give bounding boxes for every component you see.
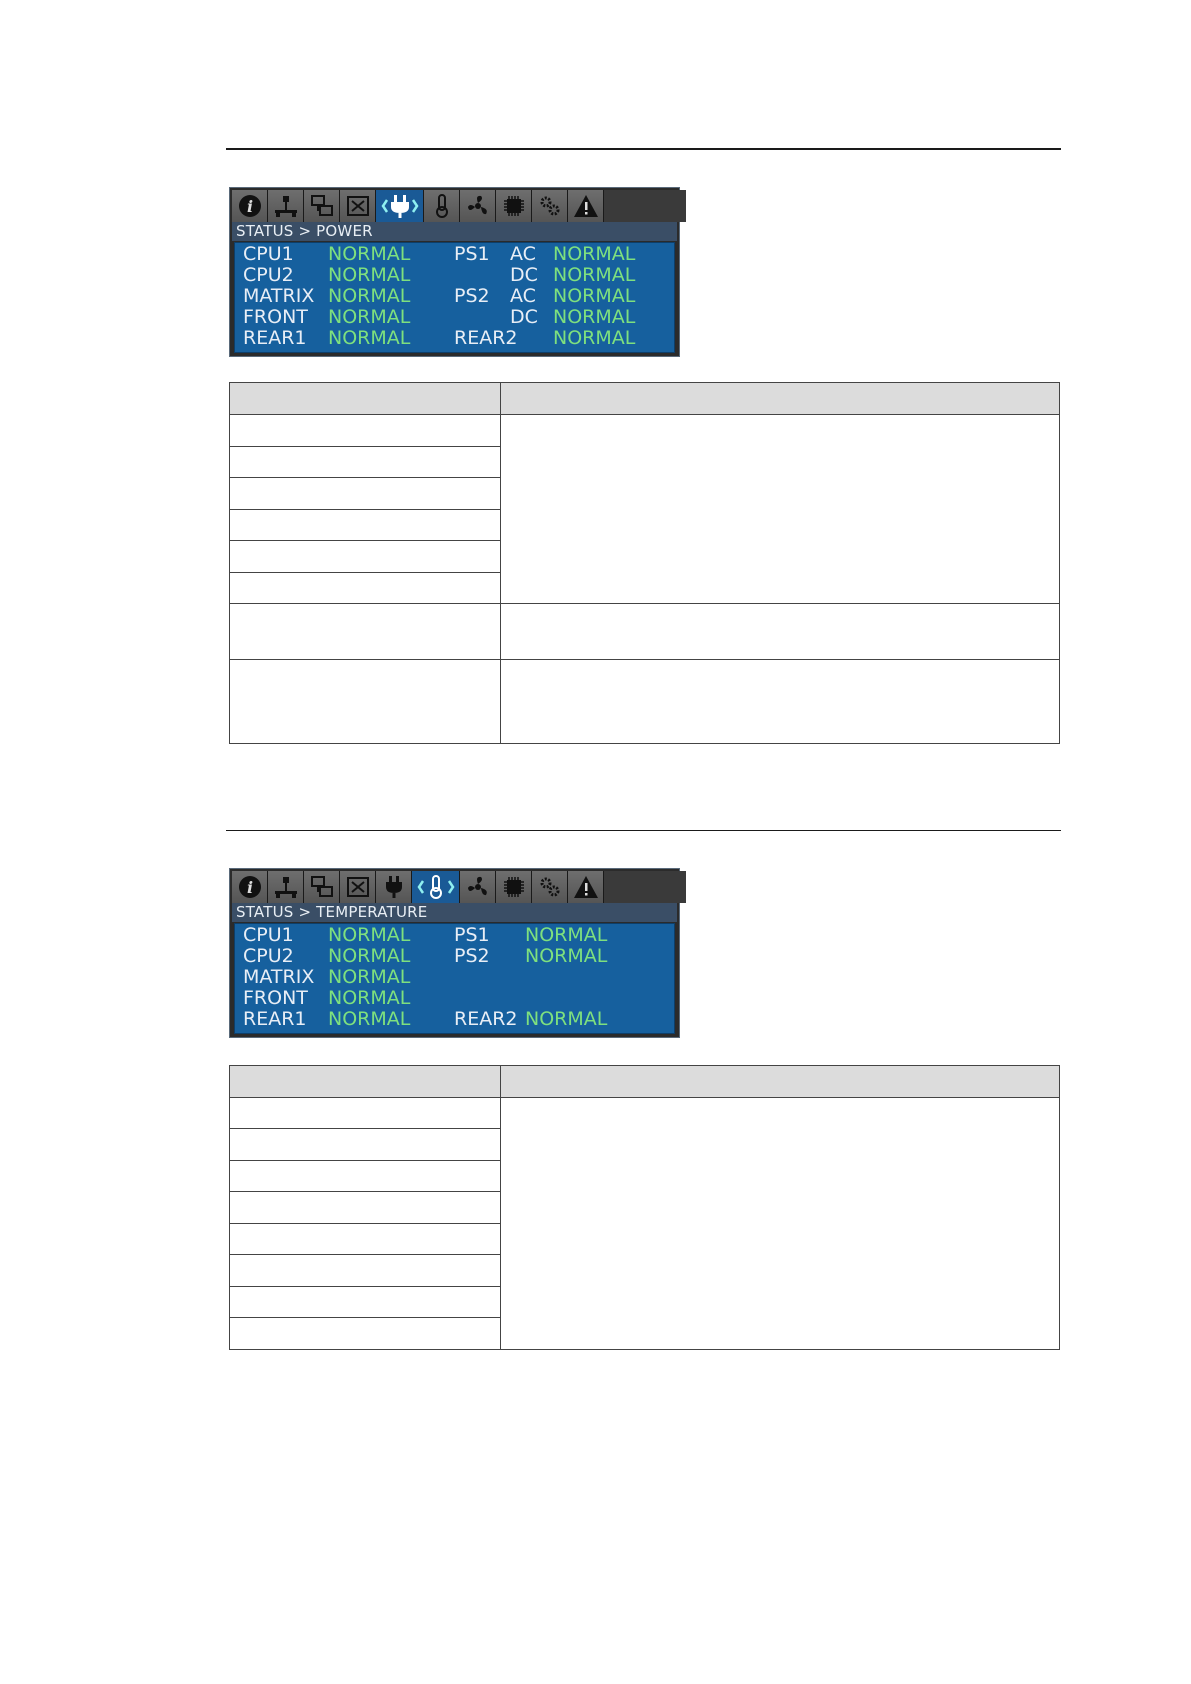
status-value: NORMAL bbox=[553, 264, 636, 286]
breadcrumb: STATUS > POWER bbox=[232, 222, 677, 241]
module-label: REAR1 bbox=[243, 327, 307, 349]
svg-text:i: i bbox=[246, 197, 253, 216]
status-value: NORMAL bbox=[328, 243, 411, 265]
table-cell-merged bbox=[501, 1098, 1060, 1350]
module-label: MATRIX bbox=[243, 285, 315, 307]
supply-type-label: DC bbox=[510, 264, 538, 286]
module-label: MATRIX bbox=[243, 966, 315, 988]
warning-icon[interactable] bbox=[568, 190, 604, 222]
status-value: NORMAL bbox=[328, 306, 411, 328]
table-cell bbox=[230, 1192, 501, 1224]
table-header-cell bbox=[501, 383, 1060, 415]
table-cell bbox=[501, 604, 1060, 660]
breadcrumb: STATUS > TEMPERATURE bbox=[232, 903, 677, 922]
matrix-icon[interactable] bbox=[340, 190, 376, 222]
lan-icon[interactable] bbox=[304, 190, 340, 222]
table-cell-merged bbox=[501, 415, 1060, 604]
module-label: PS2 bbox=[454, 285, 490, 307]
module-label: CPU2 bbox=[243, 264, 294, 286]
status-value: NORMAL bbox=[328, 1008, 411, 1030]
table-cell bbox=[230, 660, 501, 744]
status-value: NORMAL bbox=[525, 1008, 608, 1030]
chip-icon[interactable] bbox=[496, 871, 532, 903]
table-cell bbox=[501, 660, 1060, 744]
status-icon-bar bbox=[232, 871, 686, 903]
module-label: CPU2 bbox=[243, 945, 294, 967]
module-label: REAR2 bbox=[454, 327, 518, 349]
warning-icon[interactable] bbox=[568, 871, 604, 903]
status-value: NORMAL bbox=[553, 327, 636, 349]
table-cell bbox=[230, 1287, 501, 1318]
section-divider-middle bbox=[226, 830, 1061, 831]
temperature-description-table bbox=[229, 1065, 1060, 1350]
module-label: FRONT bbox=[243, 306, 308, 328]
status-value: NORMAL bbox=[553, 285, 636, 307]
status-value: NORMAL bbox=[553, 306, 636, 328]
module-label: FRONT bbox=[243, 987, 308, 1009]
section-divider-top bbox=[226, 148, 1061, 150]
status-value: NORMAL bbox=[328, 327, 411, 349]
table-cell bbox=[230, 1318, 501, 1350]
status-value: NORMAL bbox=[328, 264, 411, 286]
table-cell bbox=[230, 447, 501, 478]
temperature-status-screen bbox=[234, 923, 675, 1034]
module-label: CPU1 bbox=[243, 243, 294, 265]
gear-icon[interactable] bbox=[532, 190, 568, 222]
status-value: NORMAL bbox=[328, 945, 411, 967]
module-label: PS1 bbox=[454, 924, 490, 946]
status-value: NORMAL bbox=[328, 966, 411, 988]
iconbar-filler bbox=[604, 871, 686, 903]
table-cell bbox=[230, 573, 501, 604]
info-icon[interactable] bbox=[232, 190, 268, 222]
supply-type-label: AC bbox=[510, 243, 536, 265]
module-label: PS2 bbox=[454, 945, 490, 967]
gear-icon[interactable] bbox=[532, 871, 568, 903]
supply-type-label: AC bbox=[510, 285, 536, 307]
fan-icon[interactable] bbox=[460, 190, 496, 222]
module-label: CPU1 bbox=[243, 924, 294, 946]
status-value: NORMAL bbox=[525, 924, 608, 946]
status-value: NORMAL bbox=[328, 924, 411, 946]
supply-type-label: DC bbox=[510, 306, 538, 328]
network-icon[interactable] bbox=[268, 871, 304, 903]
iconbar-filler bbox=[604, 190, 686, 222]
temperature-status-panel bbox=[229, 868, 680, 1038]
table-cell bbox=[230, 510, 501, 541]
status-value: NORMAL bbox=[553, 243, 636, 265]
svg-text:i: i bbox=[246, 878, 253, 897]
table-cell bbox=[230, 541, 501, 573]
module-label: REAR1 bbox=[243, 1008, 307, 1030]
table-cell bbox=[230, 1255, 501, 1287]
power-plug-icon[interactable] bbox=[376, 190, 424, 222]
matrix-icon[interactable] bbox=[340, 871, 376, 903]
chip-icon[interactable] bbox=[496, 190, 532, 222]
info-icon[interactable] bbox=[232, 871, 268, 903]
power-status-screen bbox=[234, 242, 675, 353]
thermometer-icon[interactable] bbox=[424, 190, 460, 222]
network-icon[interactable] bbox=[268, 190, 304, 222]
table-cell bbox=[230, 1129, 501, 1161]
table-cell bbox=[230, 604, 501, 660]
lan-icon[interactable] bbox=[304, 871, 340, 903]
table-cell bbox=[230, 1224, 501, 1255]
thermometer-icon[interactable] bbox=[412, 871, 460, 903]
module-label: PS1 bbox=[454, 243, 490, 265]
table-header-cell bbox=[501, 1066, 1060, 1098]
table-cell bbox=[230, 415, 501, 447]
status-icon-bar bbox=[232, 190, 686, 222]
table-cell bbox=[230, 1161, 501, 1192]
status-value: NORMAL bbox=[328, 987, 411, 1009]
fan-icon[interactable] bbox=[460, 871, 496, 903]
table-header-cell bbox=[230, 383, 501, 415]
table-cell bbox=[230, 1098, 501, 1129]
status-value: NORMAL bbox=[328, 285, 411, 307]
power-description-table bbox=[229, 382, 1060, 744]
status-value: NORMAL bbox=[525, 945, 608, 967]
power-status-panel bbox=[229, 187, 680, 357]
table-header-cell bbox=[230, 1066, 501, 1098]
module-label: REAR2 bbox=[454, 1008, 518, 1030]
table-cell bbox=[230, 478, 501, 510]
power-plug-icon[interactable] bbox=[376, 871, 412, 903]
